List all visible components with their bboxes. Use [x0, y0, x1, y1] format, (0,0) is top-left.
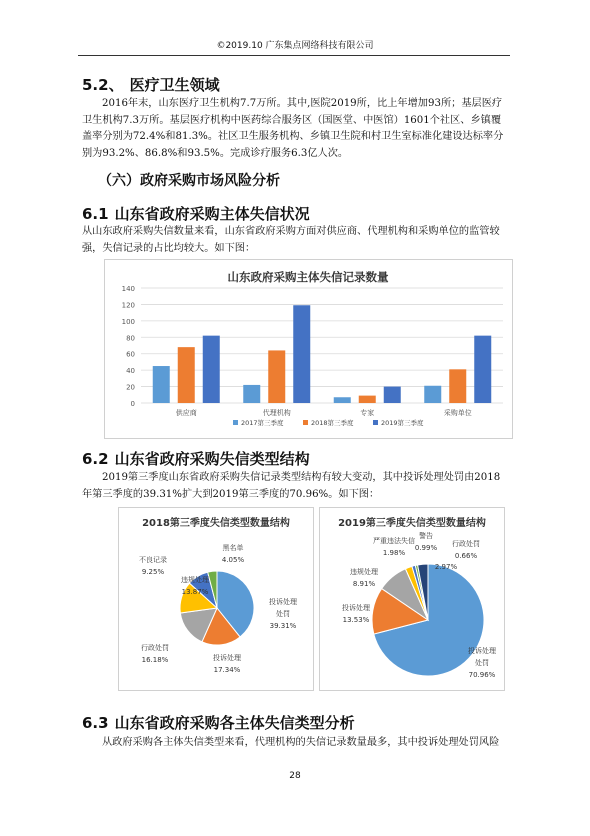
section-title: 山东省政府采购失信类型结构: [114, 450, 310, 468]
section-number: 6.3: [82, 714, 109, 732]
bar-采购单位-2018第三季度: [449, 369, 466, 403]
slice-label: 投诉处理: [213, 654, 241, 662]
slice-label: 处罚: [475, 659, 489, 667]
slice-label: 投诉处理: [269, 598, 297, 606]
pie-chart-2018: [119, 508, 313, 690]
bar-代理机构-2019第三季度: [293, 305, 310, 403]
bar-chart: [105, 260, 512, 438]
section-5-2-paragraph: 2016年末，山东医疗卫生机构7.7万所。其中,医院2019所，比上年增加93所；基层医疗卫生机构7.3万所。基层医疗机构中医药综合服务区（国医堂、中医馆）1601个社区、乡镇覆盖率分别为72.4%和81.3%。社区卫生服务机构、乡镇卫生院和村卫生室标准化建设达标率分别为93.2%、86.8%和93.5%。完成诊疗服务6.3亿人次。: [82, 98, 504, 159]
section-number: 6.2: [82, 450, 109, 468]
section-5-2-heading: [82, 74, 220, 95]
y-tick-label: 140: [121, 285, 135, 293]
slice-label: 16.18%: [141, 656, 169, 664]
page-number: 28: [289, 771, 301, 781]
section-6-heading: （六）政府采购市场风险分析: [98, 173, 280, 189]
slice-label: 1.98%: [382, 549, 406, 557]
chart-title: 2019第三季度失信类型数量结构: [338, 518, 486, 529]
pie-chart-2019-container: [319, 507, 505, 691]
y-tick-label: 60: [126, 350, 135, 359]
section-6-1-heading: [82, 203, 310, 224]
legend-label: 2017第三季度: [241, 419, 284, 427]
bar-专家-2019第三季度: [384, 387, 401, 403]
slice-label: 行政处罚: [141, 644, 169, 652]
slice-label: 投诉处理: [468, 647, 496, 655]
section-6-2-paragraph: 2019第三季度山东省政府采购失信记录类型结构有较大变动，其中投诉处理处罚由2018年第三季度的39.31%扩大到2019第三季度的70.96%。如下图：: [82, 472, 501, 500]
slice-label: 违规处理: [350, 568, 378, 576]
x-tick-label: 采购单位: [443, 409, 472, 417]
y-tick-label: 40: [126, 367, 135, 376]
section-title: 山东省政府采购各主体失信类型分析: [114, 714, 355, 732]
bar-专家-2018第三季度: [359, 396, 376, 403]
y-tick-label: 100: [121, 317, 135, 326]
slice-label: 13.87%: [181, 588, 209, 596]
slice-label: 行政处罚: [452, 540, 480, 548]
legend-label: 2018第三季度: [311, 419, 354, 427]
slice-label: 17.34%: [213, 666, 241, 674]
slice-label: 4.05%: [221, 556, 245, 564]
x-tick-label: 供应商: [175, 409, 197, 417]
pie-chart-2018-container: [118, 507, 314, 691]
slice-label: 严重违法失信: [373, 537, 415, 545]
slice-label: 违规处理: [181, 576, 209, 584]
slice-label: 70.96%: [468, 671, 496, 679]
pie-chart-2019: [320, 508, 504, 690]
section-6-2-heading: [82, 448, 310, 469]
section-number: 6.1: [82, 205, 109, 223]
section-number: 5.2、: [82, 76, 124, 94]
slice-label: 处罚: [276, 610, 290, 618]
slice-label: 2.97%: [434, 563, 458, 571]
y-tick-label: 120: [121, 301, 135, 310]
bar-采购单位-2017第三季度: [424, 386, 441, 403]
legend-swatch: [373, 420, 378, 425]
legend-swatch: [233, 420, 238, 425]
slice-label: 0.66%: [454, 552, 478, 560]
bar-供应商-2019第三季度: [203, 336, 220, 403]
y-tick-label: 20: [126, 383, 135, 392]
legend-label: 2019第三季度: [381, 419, 424, 427]
slice-label: 9.25%: [141, 568, 165, 576]
section-6-3-heading: [82, 712, 355, 733]
y-tick-label: 80: [126, 334, 135, 343]
bar-专家-2017第三季度: [334, 397, 351, 403]
header-rule: [78, 55, 510, 56]
section-6-3-paragraph: 从政府采购各主体失信类型来看，代理机构的失信记录数量最多，其中投诉处理处罚风险: [102, 737, 500, 748]
slice-label: 警告: [419, 532, 433, 540]
bar-采购单位-2019第三季度: [474, 336, 491, 403]
slice-label: 黑名单: [222, 544, 244, 552]
section-6-1-paragraph: 从山东政府采购失信数量来看，山东省政府采购方面对供应商、代理机构和采购单位的监管较强，失信记录的占比均较大。如下图：: [82, 226, 500, 254]
slice-label: 8.91%: [352, 580, 376, 588]
slice-label: 不良记录: [139, 556, 167, 564]
chart-title: 2018第三季度失信类型数量结构: [142, 518, 290, 529]
bar-供应商-2018第三季度: [178, 347, 195, 403]
chart-title: 山东政府采购主体失信记录数量: [227, 270, 389, 284]
page-header: ©2019.10 广东集点网络科技有限公司: [216, 41, 374, 51]
section-title: 山东省政府采购主体失信状况: [114, 205, 310, 223]
x-tick-label: 代理机构: [262, 409, 291, 417]
bar-代理机构-2018第三季度: [268, 350, 285, 403]
bar-代理机构-2017第三季度: [243, 385, 260, 403]
legend-swatch: [303, 420, 308, 425]
bar-供应商-2017第三季度: [153, 366, 170, 403]
slice-label: 0.99%: [414, 544, 438, 552]
slice-label: 投诉处理: [342, 604, 370, 612]
x-tick-label: 专家: [360, 409, 375, 417]
slice-label: 39.31%: [269, 622, 297, 630]
bar-chart-container: [104, 259, 513, 439]
slice-label: 13.53%: [342, 616, 370, 624]
y-tick-label: 0: [130, 400, 135, 408]
section-title: 医疗卫生领域: [129, 76, 220, 94]
